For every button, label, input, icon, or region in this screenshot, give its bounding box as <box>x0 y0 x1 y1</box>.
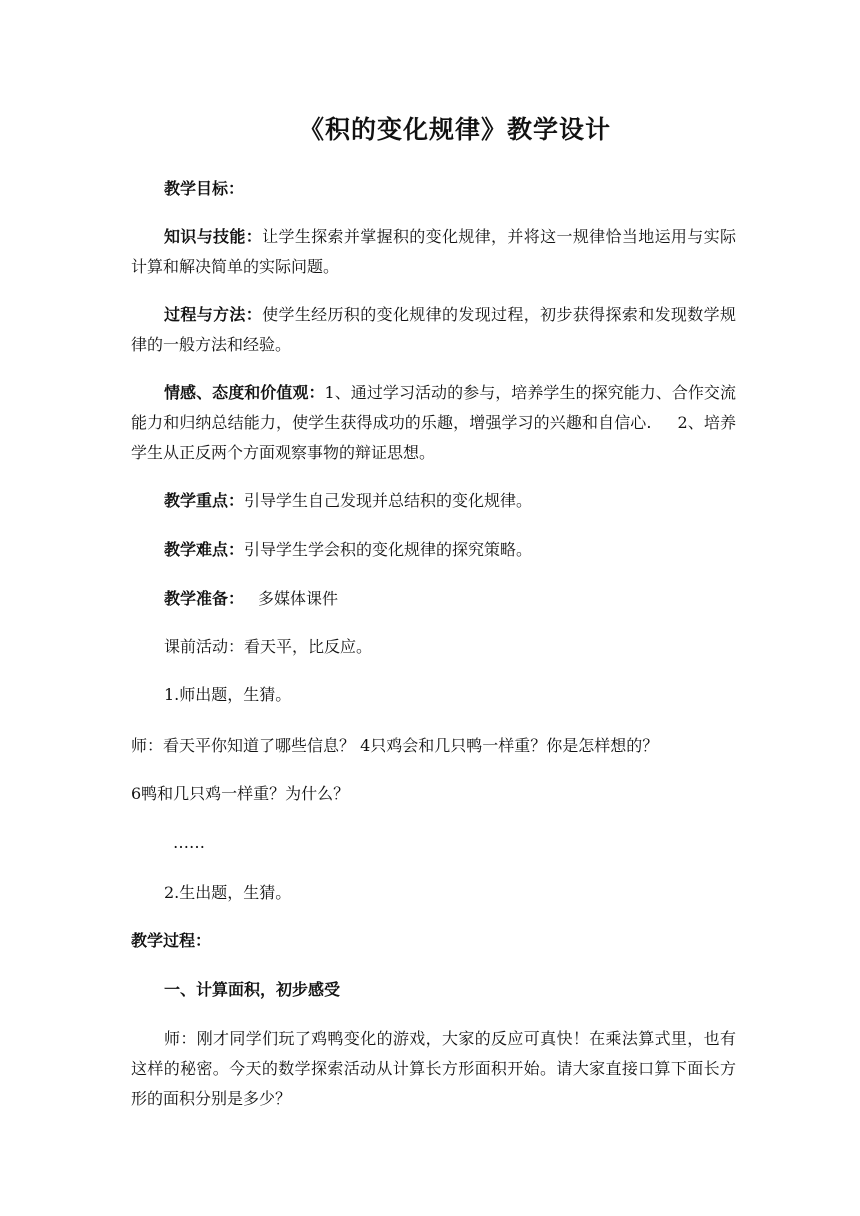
preparation-text: 多媒体课件 <box>258 589 339 608</box>
process-method-label: 过程与方法： <box>164 305 263 324</box>
emotion-text-2: 2、培养学生从正反两个方面观察事物的辩证思想。 <box>131 413 736 462</box>
difficulty-paragraph <box>131 535 736 565</box>
process-heading: 教学过程： <box>131 931 212 950</box>
process-method-paragraph <box>131 300 736 360</box>
key-point-paragraph <box>131 486 736 516</box>
key-point-text: 引导学生自己发现并总结积的变化规律。 <box>244 491 533 510</box>
step-2: 2.生出题，生猜。 <box>164 883 292 902</box>
preparation-paragraph <box>131 584 736 614</box>
process-method-text: 使学生经历积的变化规律的发现过程，初步获得探索和发现数学规律的一般方法和经验。 <box>131 305 736 354</box>
section-1-paragraph: 师：刚才同学们玩了鸡鸭变化的游戏，大家的反应可真快！在乘法算式里，也有这样的秘密。今天的数学探索活动从计算长方形面积开始。请大家直接口算下面长方形的面积分别是多少？ <box>131 1029 736 1108</box>
difficulty-label: 教学难点： <box>164 540 245 559</box>
key-point-label: 教学重点： <box>164 491 245 510</box>
preparation-label: 教学准备： <box>164 589 245 608</box>
emotion-label: 情感、态度和价值观： <box>164 383 325 402</box>
goals-heading: 教学目标： <box>164 179 245 198</box>
difficulty-text: 引导学生学会积的变化规律的探究策略。 <box>244 540 533 559</box>
teacher-question-1: 师：看天平你知道了哪些信息？ 4只鸡会和几只鸭一样重？你是怎样想的？ <box>131 736 659 755</box>
knowledge-text: 让学生探索并掌握积的变化规律，并将这一规律恰当地运用与实际计算和解决简单的实际问题。 <box>131 227 736 276</box>
step-1: 1.师出题，生猜。 <box>164 685 292 704</box>
emotion-text-1: 1、通过学习活动的参与，培养学生的探究能力、合作交流能力和归纳总结能力，使学生获得成功的乐趣，增强学习的兴趣和自信心. <box>131 383 736 432</box>
knowledge-label: 知识与技能： <box>164 227 263 246</box>
ellipsis: …… <box>173 833 205 852</box>
knowledge-paragraph <box>131 222 736 282</box>
teacher-question-2: 6鸭和几只鸡一样重？为什么？ <box>131 784 350 803</box>
emotion-paragraph <box>131 378 736 468</box>
warmup-paragraph: 课前活动：看天平，比反应。 <box>164 637 373 656</box>
document-title: 《积的变化规律》教学设计 <box>298 115 611 144</box>
section-1-heading: 一、计算面积，初步感受 <box>164 980 341 999</box>
